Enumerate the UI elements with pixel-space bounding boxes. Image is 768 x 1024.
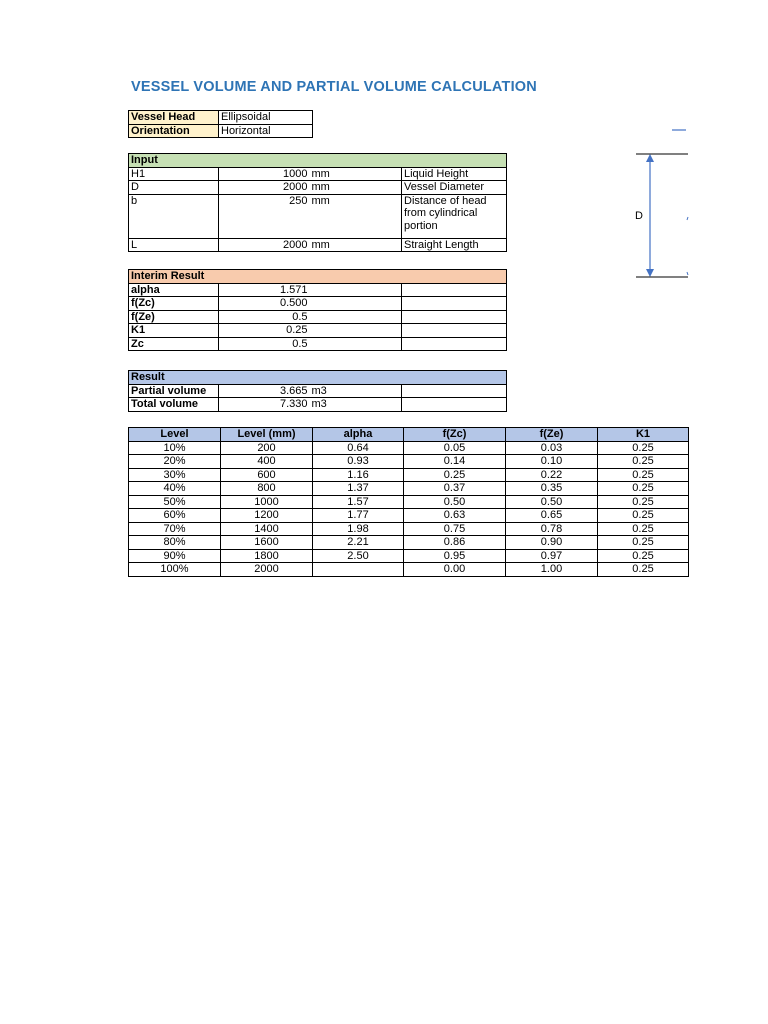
diagram-tick	[687, 272, 688, 275]
partial-volume-value: 3.665	[219, 384, 310, 398]
level-fzc: 0.37	[404, 482, 506, 496]
level-fze: 0.03	[506, 441, 598, 455]
interim-value: 0.25	[219, 324, 310, 338]
level-row	[129, 455, 689, 469]
interim-table	[128, 269, 507, 351]
level-percent: 100%	[129, 563, 221, 577]
level-alpha: 1.77	[313, 509, 404, 523]
level-k1: 0.25	[598, 522, 689, 536]
level-percent: 30%	[129, 468, 221, 482]
level-row	[129, 495, 689, 509]
interim-row	[129, 310, 507, 324]
level-alpha: 1.57	[313, 495, 404, 509]
input-row	[129, 194, 507, 238]
input-unit: mm	[310, 238, 402, 252]
input-desc: Distance of head from cylindrical portion	[402, 194, 507, 238]
interim-name: Zc	[129, 337, 219, 351]
input-unit: mm	[310, 194, 402, 238]
level-fze: 0.78	[506, 522, 598, 536]
interim-value: 0.500	[219, 297, 310, 311]
level-table-body	[129, 441, 689, 576]
input-desc: Liquid Height	[402, 167, 507, 181]
level-mm: 1000	[221, 495, 313, 509]
input-header-row	[129, 154, 507, 168]
level-row	[129, 482, 689, 496]
vessel-head-row	[129, 111, 313, 125]
diagram-tick	[687, 217, 688, 220]
level-percent: 80%	[129, 536, 221, 550]
level-fze: 0.65	[506, 509, 598, 523]
total-volume-label: Total volume	[129, 398, 219, 412]
level-mm: 1800	[221, 549, 313, 563]
interim-name: f(Zc)	[129, 297, 219, 311]
input-unit: mm	[310, 181, 402, 195]
level-fze: 0.50	[506, 495, 598, 509]
level-alpha: 2.21	[313, 536, 404, 550]
level-k1: 0.25	[598, 468, 689, 482]
level-alpha: 1.16	[313, 468, 404, 482]
column-header: f(Zc)	[404, 428, 506, 442]
level-fzc: 0.86	[404, 536, 506, 550]
level-row	[129, 441, 689, 455]
level-percent: 40%	[129, 482, 221, 496]
input-value[interactable]: 2000	[219, 181, 310, 195]
level-fze: 0.97	[506, 549, 598, 563]
total-volume-row	[129, 398, 507, 412]
interim-name: f(Ze)	[129, 310, 219, 324]
level-fzc: 0.50	[404, 495, 506, 509]
input-value[interactable]: 250	[219, 194, 310, 238]
interim-row	[129, 283, 507, 297]
input-row	[129, 167, 507, 181]
partial-volume-unit: m3	[310, 384, 402, 398]
orientation-label: Orientation	[129, 124, 219, 138]
vessel-diagram	[620, 120, 768, 290]
orientation-value[interactable]: Horizontal	[219, 124, 313, 138]
level-mm: 400	[221, 455, 313, 469]
input-name: b	[129, 194, 219, 238]
total-volume-unit: m3	[310, 398, 402, 412]
level-fzc: 0.25	[404, 468, 506, 482]
level-mm: 1400	[221, 522, 313, 536]
level-mm: 1600	[221, 536, 313, 550]
input-header: Input	[129, 154, 507, 168]
level-k1: 0.25	[598, 549, 689, 563]
interim-row	[129, 297, 507, 311]
interim-header-row	[129, 270, 507, 284]
level-fzc: 0.95	[404, 549, 506, 563]
vessel-head-label: Vessel Head	[129, 111, 219, 125]
level-percent: 10%	[129, 441, 221, 455]
level-percent: 60%	[129, 509, 221, 523]
level-k1: 0.25	[598, 536, 689, 550]
level-mm: 600	[221, 468, 313, 482]
level-alpha: 0.93	[313, 455, 404, 469]
input-table	[128, 153, 507, 252]
input-name: L	[129, 238, 219, 252]
level-mm: 2000	[221, 563, 313, 577]
column-header: Level	[129, 428, 221, 442]
level-fzc: 0.63	[404, 509, 506, 523]
level-k1: 0.25	[598, 563, 689, 577]
input-name: D	[129, 181, 219, 195]
column-header: f(Ze)	[506, 428, 598, 442]
vessel-head-value[interactable]: Ellipsoidal	[219, 111, 313, 125]
level-alpha: 1.98	[313, 522, 404, 536]
level-fze: 0.35	[506, 482, 598, 496]
partial-volume-label: Partial volume	[129, 384, 219, 398]
input-value[interactable]: 2000	[219, 238, 310, 252]
interim-header: Interim Result	[129, 270, 507, 284]
input-row	[129, 181, 507, 195]
result-header: Result	[129, 371, 507, 385]
interim-value: 0.5	[219, 337, 310, 351]
level-alpha: 2.50	[313, 549, 404, 563]
level-row	[129, 468, 689, 482]
input-desc: Straight Length	[402, 238, 507, 252]
level-fze: 0.90	[506, 536, 598, 550]
interim-name: K1	[129, 324, 219, 338]
level-percent: 70%	[129, 522, 221, 536]
level-k1: 0.25	[598, 482, 689, 496]
input-name: H1	[129, 167, 219, 181]
level-percent: 20%	[129, 455, 221, 469]
level-fzc: 0.75	[404, 522, 506, 536]
level-alpha	[313, 563, 404, 577]
input-row	[129, 238, 507, 252]
level-fzc: 0.14	[404, 455, 506, 469]
level-k1: 0.25	[598, 441, 689, 455]
level-row	[129, 563, 689, 577]
level-header-row	[129, 428, 689, 442]
interim-row	[129, 324, 507, 338]
level-fze: 0.10	[506, 455, 598, 469]
interim-value: 0.5	[219, 310, 310, 324]
level-fzc: 0.00	[404, 563, 506, 577]
level-mm: 200	[221, 441, 313, 455]
level-row	[129, 522, 689, 536]
arrow-down-icon	[646, 269, 654, 277]
level-fze: 0.22	[506, 468, 598, 482]
level-row	[129, 549, 689, 563]
diameter-label: D	[635, 210, 643, 222]
level-alpha: 0.64	[313, 441, 404, 455]
input-value[interactable]: 1000	[219, 167, 310, 181]
input-desc: Vessel Diameter	[402, 181, 507, 195]
level-row	[129, 509, 689, 523]
level-mm: 800	[221, 482, 313, 496]
level-percent: 90%	[129, 549, 221, 563]
level-fzc: 0.05	[404, 441, 506, 455]
level-percent: 50%	[129, 495, 221, 509]
level-k1: 0.25	[598, 455, 689, 469]
interim-value: 1.571	[219, 283, 310, 297]
input-unit: mm	[310, 167, 402, 181]
total-volume-value: 7.330	[219, 398, 310, 412]
column-header: Level (mm)	[221, 428, 313, 442]
partial-volume-row	[129, 384, 507, 398]
column-header: alpha	[313, 428, 404, 442]
orientation-row	[129, 124, 313, 138]
level-table	[128, 427, 689, 577]
level-row	[129, 536, 689, 550]
level-alpha: 1.37	[313, 482, 404, 496]
arrow-up-icon	[646, 154, 654, 162]
page-title: VESSEL VOLUME AND PARTIAL VOLUME CALCULATION	[131, 79, 537, 95]
column-header: K1	[598, 428, 689, 442]
vessel-config-table	[128, 110, 313, 138]
level-k1: 0.25	[598, 495, 689, 509]
result-table	[128, 370, 507, 412]
interim-row	[129, 337, 507, 351]
level-mm: 1200	[221, 509, 313, 523]
level-k1: 0.25	[598, 509, 689, 523]
interim-name: alpha	[129, 283, 219, 297]
result-header-row	[129, 371, 507, 385]
level-fze: 1.00	[506, 563, 598, 577]
